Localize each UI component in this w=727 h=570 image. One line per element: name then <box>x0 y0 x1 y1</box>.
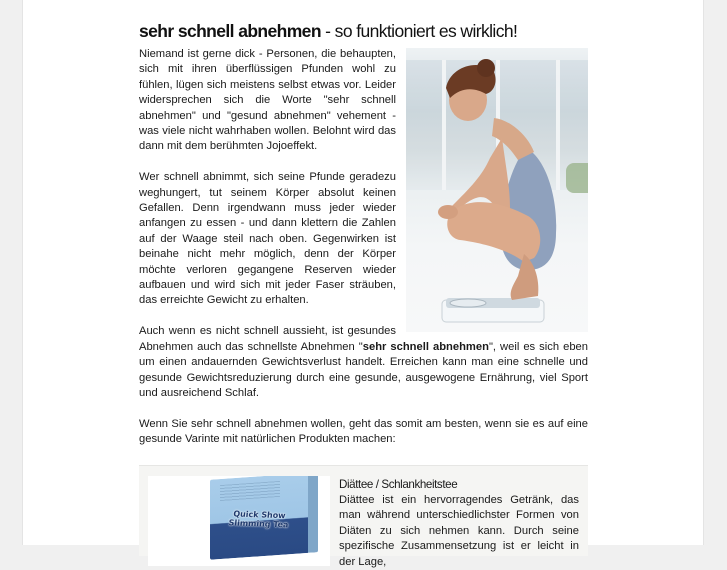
tea-box-label-line2: Slimming Tea <box>228 518 289 530</box>
paragraph-3-end: ", weil es sich eben um einen andauernden Gewichtsverlust handelt. Erreichen kann man eine schnelle und gesunde Gewichtsreduzierung durch eine gesunde, ausgewogene Ernährung, viel Sport und ausreichend Schlaf. <box>139 340 588 399</box>
paragraph-2: Wer schnell abnimmt, sich seine Pfunde geradezu weghungert, tut seinem Körper absolut keinen Gefallen. Denn irgendwann muss jeder wieder anfangen zu essen - und dann klettern die Zahlen auf der Waage steil nach oben. Gegenwirken ist beinahe nicht mehr möglich, denn der Körper möchte verloren gegangene Reserven wieder aufbauen und wird sich mit jeder Faser sträuben, das erreichte Gewicht zu erhalten. <box>139 171 396 307</box>
paragraph-3 <box>139 324 588 401</box>
product-description: Diättee ist ein hervorragendes Getränk, das man während unterschiedlichster Formen von Diäten zu sich nehmen kann. Durch seine spezifische Zusammensetzung ist er leicht in der Lage, <box>339 494 579 568</box>
paragraph-3-start: Auch wenn es nicht schnell aussieht, ist gesundes Abnehmen auch das schnellste Abnehmen " <box>139 325 396 353</box>
article-title-keyword: sehr schnell abnehmen <box>139 21 321 41</box>
paragraph-3-keyword: sehr schnell abnehmen <box>362 340 489 353</box>
paragraph-1: Niemand ist gerne dick - Personen, die behaupten, sich mit ihren überflüssigen Pfunden wohl zu fühlen, lügen sich meistens selbst etwas vor. Leider widersprechen sich die Worte "sehr schnell abnehmen" und "gesund abnehmen" vehement - was viele nicht wahrhaben wollen. Belohnt wird das dann mit dem berühmten Jojoeffekt. <box>139 48 396 153</box>
tea-box-fine-print <box>220 481 280 501</box>
product-image-slimming-tea[interactable] <box>148 476 330 566</box>
product-title[interactable]: Diättee / Schlankheitstee <box>339 478 458 491</box>
article-body <box>139 47 588 448</box>
page-container <box>23 0 703 568</box>
tea-box-graphic <box>210 476 318 560</box>
paragraph-4: Wenn Sie sehr schnell abnehmen wollen, geht das somit am besten, wenn sie es auf eine gesunde Varinte mit natürlichen Produkten machen: <box>139 417 588 446</box>
tea-box-label <box>209 509 308 530</box>
tea-box-label-line1: Quick Show <box>232 509 287 521</box>
woman-figure-illustration <box>406 48 588 332</box>
article-title-rest: - so funktioniert es wirklich! <box>320 21 518 41</box>
product-card-diet-tea[interactable] <box>139 465 588 568</box>
article-title <box>139 20 599 42</box>
woman-on-scale-image <box>406 48 588 332</box>
